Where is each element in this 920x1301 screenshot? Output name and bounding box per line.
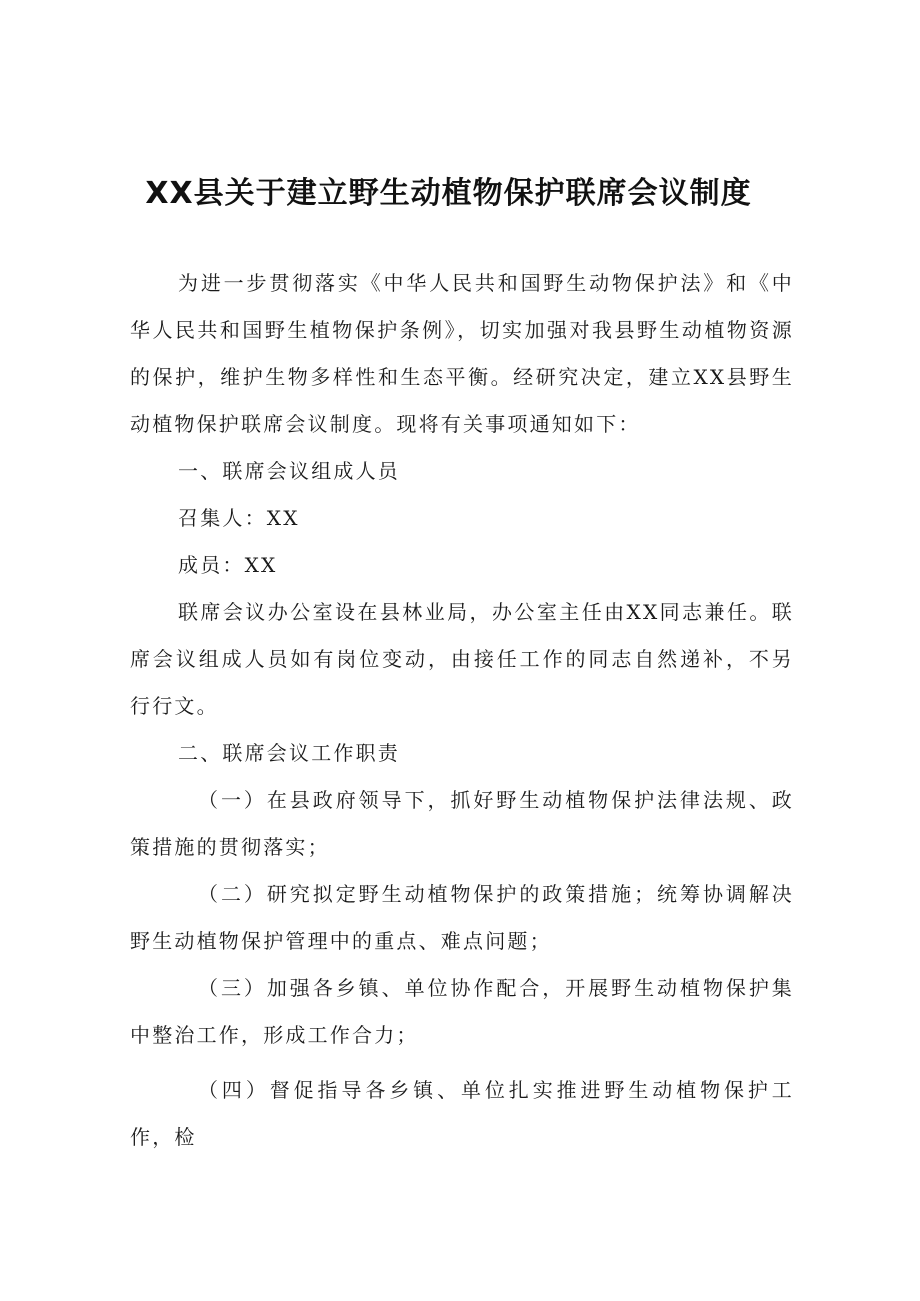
paragraph-gap bbox=[130, 1059, 794, 1067]
intro-paragraph: 为进一步贯彻落实《中华人民共和国野生动物保护法》和《中华人民共和国野生植物保护条例》，切实加强对我县野生动植物资源的保护，维护生物多样性和生态平衡。经研究决定，建立XX县野生动植物保护联席会议制度。现将有关事项通知如下： bbox=[130, 271, 794, 436]
duty-item-2: （二）研究拟定野生动植物保护的政策措施；统筹协调解决野生动植物保护管理中的重点、难点问题； bbox=[130, 882, 794, 953]
convener-line: 召集人：XX bbox=[178, 506, 300, 530]
duty-item-3: （三）加强各乡镇、单位协作配合，开展野生动植物保护集中整治工作，形成工作合力； bbox=[130, 976, 794, 1047]
duty-item-4: （四）督促指导各乡镇、单位扎实推进野生动植物保护工作，检 bbox=[130, 1078, 794, 1149]
duty-item-1: （一）在县政府领导下，抓好野生动植物保护法律法规、政策措施的贯彻落实； bbox=[130, 788, 794, 859]
members-line: 成员：XX bbox=[178, 553, 278, 577]
document-body bbox=[130, 260, 794, 1161]
section-heading-duties: 二、联席会议工作职责 bbox=[178, 741, 400, 765]
office-paragraph: 联席会议办公室设在县林业局，办公室主任由XX同志兼任。联席会议组成人员如有岗位变动，由接任工作的同志自然递补，不另行行文。 bbox=[130, 600, 794, 718]
document-title: XX县关于建立野生动植物保护联席会议制度 bbox=[145, 176, 752, 211]
section-heading-members: 一、联席会议组成人员 bbox=[178, 459, 400, 483]
